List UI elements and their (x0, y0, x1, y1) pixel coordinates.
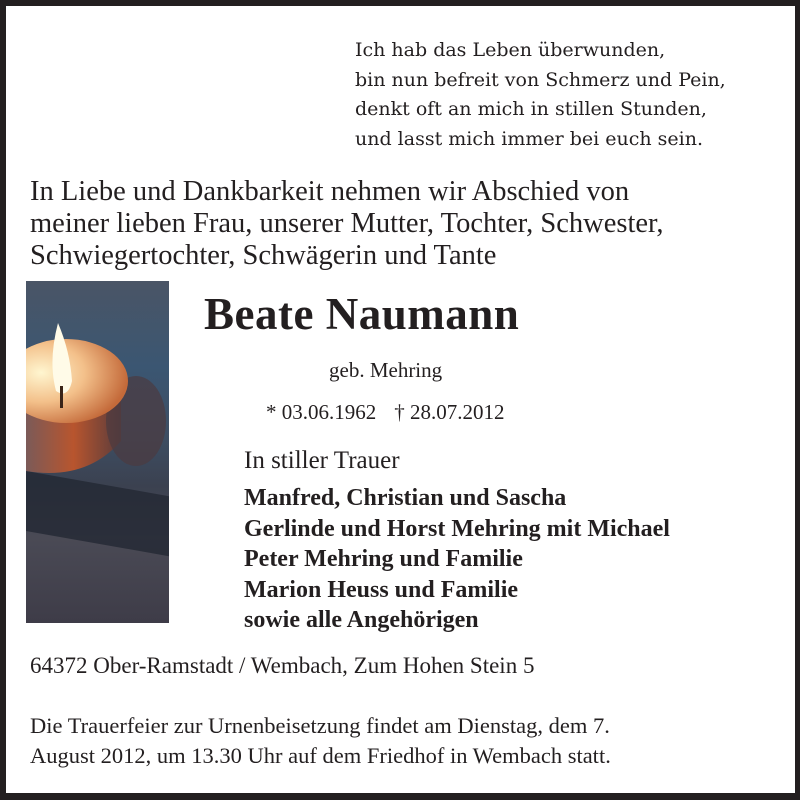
intro-text (30, 176, 664, 272)
poem (355, 36, 726, 154)
poem-line: denkt oft an mich in stillen Stunden, (355, 98, 707, 120)
poem-line: Ich hab das Leben überwunden, (355, 39, 666, 61)
poem-line: und lasst mich immer bei euch sein. (355, 127, 704, 150)
mourner: sowie alle Angehörigen (244, 607, 479, 633)
birth-name: geb. Mehring (329, 358, 443, 382)
death-date: † 28.07.2012 (394, 400, 505, 424)
life-dates (266, 400, 523, 425)
intro-line: meiner lieben Frau, unserer Mutter, Tochter, Schwester, (30, 208, 664, 239)
intro-line: Schwiegertochter, Schwägerin und Tante (30, 240, 497, 271)
deceased-name: Beate Naumann (204, 289, 520, 339)
mourner: Marion Heuss und Familie (244, 576, 519, 603)
candle-photo (26, 281, 169, 623)
notice-body (6, 6, 795, 793)
birth-date: * 03.06.1962 (266, 400, 377, 424)
poem-line: bin nun befreit von Schmerz und Pein, (355, 68, 726, 91)
mourner: Peter Mehring und Familie (244, 546, 523, 572)
mourning-label: In stiller Trauer (244, 447, 400, 474)
candle-icon (26, 281, 169, 623)
notice-line: August 2012, um 13.30 Uhr auf dem Friedhof in Wembach statt. (30, 743, 611, 768)
mourner: Manfred, Christian und Sascha (244, 485, 567, 511)
notice-line: Die Trauerfeier zur Urnenbeisetzung findet am Dienstag, dem 7. (30, 713, 610, 738)
mourners-list (244, 483, 670, 636)
mourner: Gerlinde und Horst Mehring mit Michael (244, 515, 670, 542)
address: 64372 Ober-Ramstadt / Wembach, Zum Hohen Stein 5 (30, 653, 535, 678)
intro-line: In Liebe und Dankbarkeit nehmen wir Abschied von (30, 176, 630, 207)
funeral-notice (30, 711, 611, 771)
